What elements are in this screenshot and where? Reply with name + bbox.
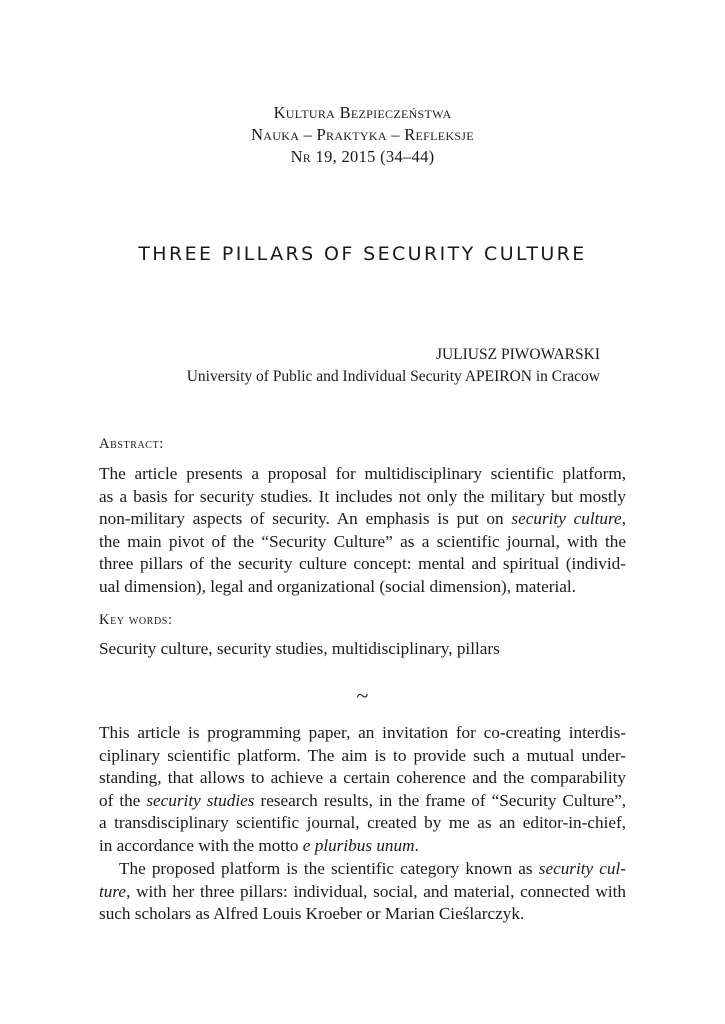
text-run: such scholars as Alfred Louis Kroeber or Marian Cieślarczyk. bbox=[99, 904, 525, 924]
keywords-label: Key words: bbox=[99, 612, 173, 628]
text-line bbox=[99, 835, 626, 858]
text-run: This article is programming paper, an invitation for co-creating interdis- bbox=[99, 723, 626, 742]
body-paragraph-2 bbox=[99, 858, 626, 926]
text-run: The proposed platform is the scientific category known as bbox=[119, 859, 539, 878]
text-run: . bbox=[414, 835, 419, 855]
text-run: , with her three pillars: individual, social, and material, connected with bbox=[126, 881, 626, 901]
italic-text: security culture bbox=[511, 509, 622, 529]
text-line bbox=[99, 903, 626, 926]
author-name: JULIUSZ PIWOWARSKI bbox=[435, 346, 600, 363]
text-run: of the bbox=[99, 790, 147, 810]
issue-details: 19, 2015 (34–44) bbox=[311, 147, 435, 166]
italic-text: ture bbox=[99, 881, 127, 901]
text-run: , bbox=[621, 509, 626, 529]
journal-issue bbox=[0, 146, 725, 168]
text-run: three pillars of the security culture concept: mental and spiritual (individ- bbox=[99, 554, 626, 574]
text-run: in accordance with the motto bbox=[99, 835, 303, 855]
italic-text: security cul- bbox=[538, 859, 627, 878]
text-line bbox=[99, 486, 626, 509]
italic-text: e pluribus unum bbox=[302, 835, 415, 855]
text-line bbox=[99, 767, 626, 790]
abstract-text bbox=[99, 463, 626, 599]
text-run: a transdisciplinary scientific journal, created by me as an editor-in-chief, bbox=[99, 813, 626, 833]
text-run: the main pivot of the “Security Culture” as a scientific journal, with the bbox=[99, 531, 626, 551]
journal-name: Kultura Bezpieczeństwa bbox=[273, 103, 452, 122]
text-line bbox=[99, 722, 626, 745]
italic-text: security studies bbox=[146, 790, 255, 810]
text-line bbox=[99, 858, 626, 881]
author-affiliation: University of Public and Individual Security APEIRON in Cracow bbox=[186, 368, 600, 385]
text-line bbox=[99, 881, 626, 904]
keywords-line: Security culture, security studies, multidisciplinary, pillars bbox=[99, 639, 500, 658]
abstract-label: Abstract: bbox=[99, 436, 164, 452]
article-title: THREE PILLARS OF SECURITY CULTURE bbox=[138, 243, 587, 265]
text-run: as a basis for security studies. It includes not only the military but mostly bbox=[99, 486, 626, 506]
body-paragraph-1 bbox=[99, 722, 626, 858]
text-line bbox=[99, 812, 626, 835]
text-line bbox=[99, 790, 626, 813]
text-line bbox=[99, 463, 626, 486]
journal-subtitle: Nauka – Praktyka – Refleksje bbox=[251, 125, 474, 144]
text-run: non-military aspects of security. An emphasis is put on bbox=[99, 509, 512, 529]
section-ornament: ~ bbox=[356, 683, 369, 708]
text-run: research results, in the frame of “Security Culture”, bbox=[254, 790, 626, 810]
text-run: ciplinary scientific platform. The aim is to provide such a mutual under- bbox=[99, 745, 626, 765]
text-run: The article presents a proposal for multidisciplinary scientific platform, bbox=[99, 464, 626, 483]
keywords-text bbox=[99, 638, 626, 661]
text-line bbox=[99, 508, 626, 531]
journal-header bbox=[0, 102, 725, 168]
text-line bbox=[99, 745, 626, 768]
issue-prefix: Nr bbox=[290, 147, 312, 166]
text-line bbox=[99, 531, 626, 554]
text-run: standing, that allows to achieve a certain coherence and the comparability bbox=[99, 768, 626, 788]
text-run: ual dimension), legal and organizational (social dimension), material. bbox=[99, 576, 576, 596]
text-line bbox=[99, 553, 626, 576]
author-block bbox=[187, 344, 600, 388]
text-line bbox=[99, 576, 626, 599]
